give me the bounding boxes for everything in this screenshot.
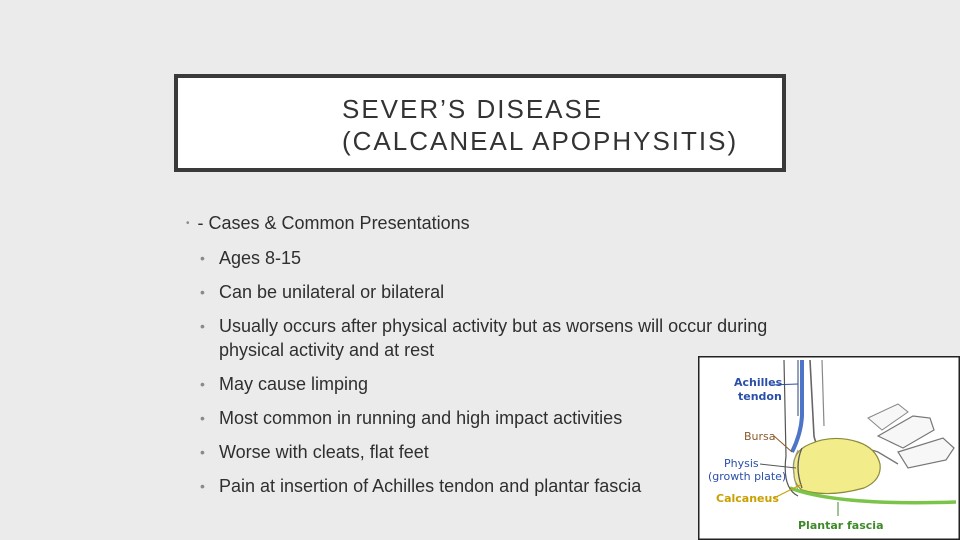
label-bursa: Bursa (744, 430, 776, 443)
bullet-marker: • (200, 444, 205, 460)
label-achilles-1: Achilles (734, 376, 783, 389)
sub-bullet-limping (200, 372, 368, 396)
sub-bullet-pain (200, 474, 641, 498)
bullet-marker: • (200, 250, 205, 266)
sub-bullet-text: May cause limping (219, 374, 369, 394)
main-bullet-text: - Cases & Common Presentations (197, 213, 470, 233)
label-physis: Physis (724, 457, 759, 470)
label-calcaneus: Calcaneus (716, 492, 779, 505)
sub-bullet-text: Can be unilateral or bilateral (219, 282, 445, 302)
sub-bullet-running (200, 406, 622, 430)
bullet-marker: • (200, 478, 205, 494)
sub-bullet-text: Most common in running and high impact activities (219, 408, 623, 428)
sub-bullet-text: Usually occurs after physical activity but as worsens will occur during physical activity and at rest (219, 316, 768, 360)
title-line-1: SEVER’S DISEASE (342, 94, 604, 124)
bullet-marker: • (186, 218, 190, 229)
heel-anatomy-diagram (698, 356, 960, 540)
bullet-marker: • (200, 284, 205, 300)
bullet-marker: • (200, 318, 205, 334)
title-line-2: (CALCANEAL APOPHYSITIS) (342, 126, 739, 156)
sub-bullet-text: Pain at insertion of Achilles tendon and plantar fascia (219, 476, 642, 496)
label-growth-plate: (growth plate) (708, 470, 787, 483)
label-plantar-fascia: Plantar fascia (798, 519, 884, 532)
sub-bullet-activity (200, 314, 780, 362)
bullet-marker: • (200, 410, 205, 426)
title-box (174, 74, 786, 172)
sub-bullet-laterality (200, 280, 444, 304)
sub-bullet-ages (200, 246, 301, 270)
main-bullet (186, 213, 470, 234)
bullet-marker: • (200, 376, 205, 392)
sub-bullet-text: Worse with cleats, flat feet (219, 442, 429, 462)
sub-bullet-text: Ages 8-15 (219, 248, 302, 268)
label-achilles-2: tendon (738, 390, 782, 403)
sub-bullet-cleats (200, 440, 429, 464)
calcaneus-bone (793, 438, 880, 493)
